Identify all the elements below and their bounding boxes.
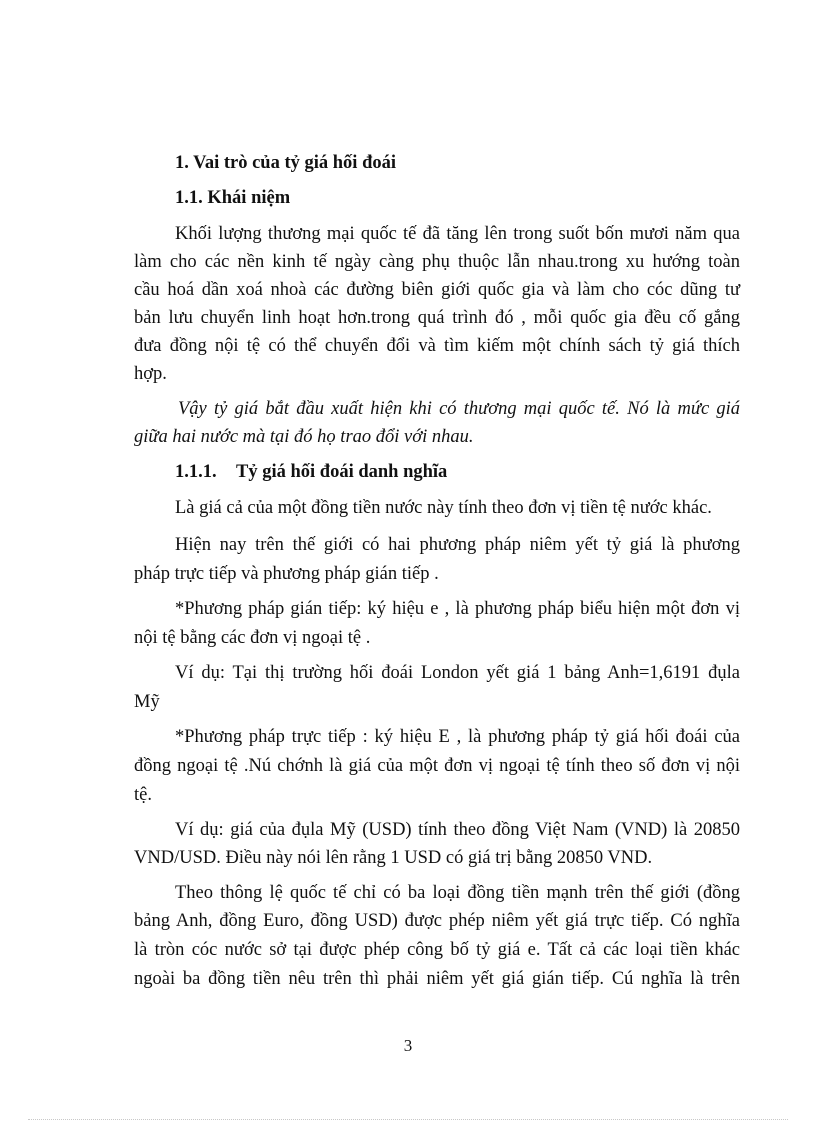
paragraph-line: Vậy tỷ giá bắt đầu xuất hiện khi có thương mại quốc tế. Nó là mức giá [178, 399, 740, 419]
paragraph-line: VND/USD. Điều này nói lên rằng 1 USD có giá trị bằng 20850 VND. [134, 848, 653, 868]
paragraph-line: Mỹ [134, 692, 160, 712]
page-number: 3 [403, 1036, 413, 1055]
paragraph-line: Khối lượng thương mại quốc tế đã tăng lên trong suốt bốn mươi năm qua [175, 224, 740, 244]
paragraph-line: Ví dụ: Tại thị trường hối đoái London yết giá 1 bảng Anh=1,6191 đụla [175, 663, 740, 683]
paragraph-line: Hiện nay trên thế giới có hai phương pháp niêm yết tỷ giá là phương [175, 535, 740, 555]
paragraph-line: đưa đồng nội tệ có thể chuyển đổi và tìm kiếm một chính sách tỷ giá thích [134, 336, 740, 356]
paragraph-line: bảng Anh, đồng Euro, đồng USD) được phép niêm yết giá trực tiếp. Có nghĩa [134, 911, 740, 931]
paragraph-line: làm cho các nền kinh tế ngày càng phụ thuộc lẫn nhau.trong xu hướng toàn [134, 252, 740, 272]
heading-1: 1. Vai trò của tỷ giá hối đoái [175, 153, 396, 173]
paragraph-line: là tròn cóc nước sở tại được phép công bố tỷ giá e. Tất cả các loại tiền khác [134, 940, 740, 960]
page-bottom-divider [28, 1119, 788, 1120]
paragraph-line: bản lưu chuyển linh hoạt hơn.trong quá trình đó , mỗi quốc gia đều cố gắng [134, 308, 740, 328]
paragraph-line: cầu hoá dần xoá nhoà các đường biên giới quốc gia và làm cho cóc dũng tư [134, 280, 740, 300]
heading-1-1: 1.1. Khái niệm [175, 188, 291, 208]
paragraph-line: giữa hai nước mà tại đó họ trao đổi với nhau. [134, 427, 474, 447]
paragraph-line: nội tệ bằng các đơn vị ngoại tệ . [134, 628, 371, 648]
paragraph-line: tệ. [134, 785, 152, 805]
heading-1-1-1-number: 1.1.1. [175, 462, 217, 482]
paragraph-line: pháp trực tiếp và phương pháp gián tiếp . [134, 564, 439, 584]
paragraph-line: ngoài ba đồng tiền nêu trên thì phải niêm yết giá gián tiếp. Cú nghĩa là trên [134, 969, 740, 989]
paragraph-line: *Phương pháp trực tiếp : ký hiệu E , là phương pháp tỷ giá hối đoái của [175, 727, 740, 747]
paragraph-line: đồng ngoại tệ .Nú chớnh là giá của một đơn vị ngoại tệ tính theo số đơn vị nội [134, 756, 740, 776]
heading-1-1-1-title: Tỷ giá hối đoái danh nghĩa [236, 462, 448, 482]
paragraph-line: Ví dụ: giá của đụla Mỹ (USD) tính theo đồng Việt Nam (VND) là 20850 [175, 820, 740, 840]
paragraph-line: Theo thông lệ quốc tế chỉ có ba loại đồng tiền mạnh trên thế giới (đồng [175, 883, 740, 903]
paragraph-3: Là giá cả của một đồng tiền nước này tính theo đơn vị tiền tệ nước khác. [175, 498, 712, 518]
paragraph-line: hợp. [134, 364, 167, 384]
paragraph-line: *Phương pháp gián tiếp: ký hiệu e , là phương pháp biểu hiện một đơn vị [175, 599, 740, 619]
